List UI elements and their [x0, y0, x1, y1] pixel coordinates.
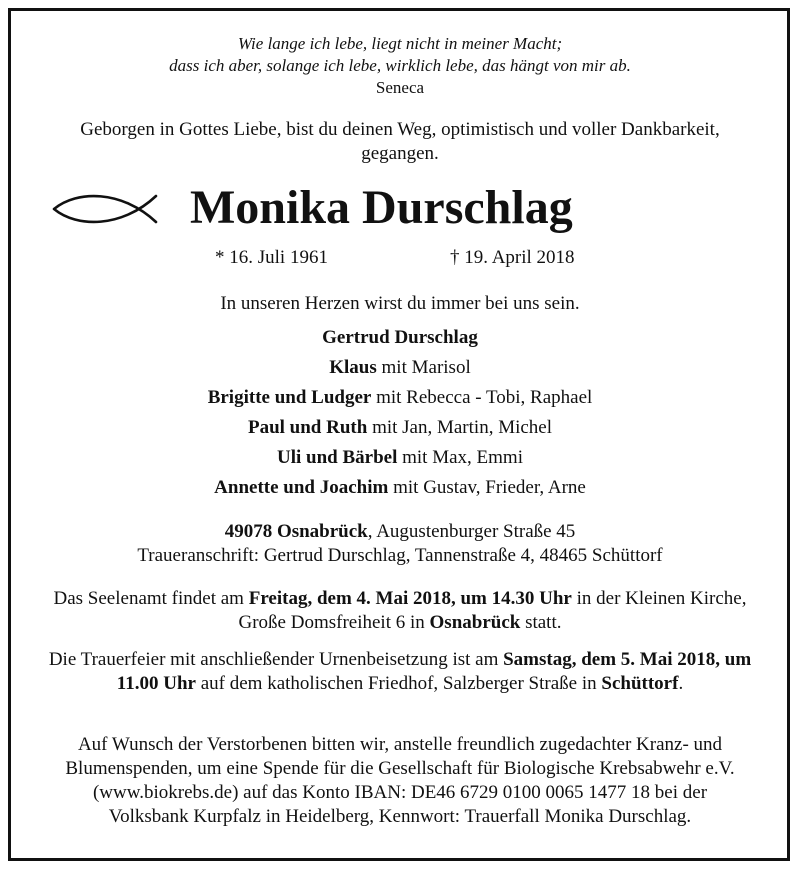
- requiem-city: Osnabrück: [429, 612, 521, 633]
- deceased-name: Monika Durschlag: [190, 181, 573, 234]
- ichthys-fish-icon: [52, 192, 164, 226]
- donation-paragraph: Auf Wunsch der Verstorbenen bitten wir, anstelle freundlich zugedachter Kranz- und Blumenspenden, um eine Spende für die Gesellschaft für Biologische Krebsabwehr e.V. (www.biokrebs.de) auf das Konto IBAN: DE46 6729 0100 0065 1477 18 bei der Volksbank Kurpfalz in Heidelberg, Kennwort: Trauerfall Monika Durschlag.: [65, 734, 735, 827]
- quote-block: [0, 33, 800, 99]
- requiem-text: statt.: [520, 612, 562, 633]
- family-line: [40, 323, 760, 353]
- mourning-address: Traueranschrift: Gertrud Durschlag, Tannenstraße 4, 48465 Schüttorf: [137, 545, 663, 566]
- funeral-text: .: [678, 673, 684, 694]
- funeral-text: Die Trauerfeier mit anschließender Urnenbeisetzung ist am: [48, 649, 504, 670]
- funeral-paragraph: [40, 648, 760, 696]
- family-members: mit Jan, Martin, Michel: [367, 417, 553, 438]
- requiem-paragraph: [40, 587, 760, 635]
- family-members: mit Marisol: [376, 357, 471, 378]
- residence-city: 49078 Osnabrück: [224, 521, 368, 542]
- family-name: Brigitte und Ludger: [207, 387, 372, 408]
- family-members: mit Gustav, Frieder, Arne: [388, 477, 586, 498]
- quote-line-1: Wie lange ich lebe, liegt nicht in meiner Macht;: [237, 34, 563, 53]
- address-block: [40, 520, 760, 568]
- heart-message: In unseren Herzen wirst du immer bei uns sein.: [220, 293, 580, 314]
- family-line: [40, 383, 760, 413]
- family-line: [40, 413, 760, 443]
- requiem-text: in der Kleinen Kirche, Große Domsfreiheit 6 in: [238, 588, 747, 633]
- residence-line: [40, 520, 760, 544]
- family-name: Annette und Joachim: [214, 477, 389, 498]
- quote-line-2: dass ich aber, solange ich lebe, wirklich lebe, das hängt von mir ab.: [169, 56, 631, 75]
- requiem-datetime: Freitag, dem 4. Mai 2018, um 14.30 Uhr: [248, 588, 572, 609]
- funeral-city: Schüttorf: [601, 673, 679, 694]
- family-name: Paul und Ruth: [247, 417, 368, 438]
- family-members: mit Rebecca - Tobi, Raphael: [371, 387, 593, 408]
- birth-date: * 16. Juli 1961: [215, 247, 328, 268]
- family-list: [40, 323, 760, 503]
- family-line: [40, 353, 760, 383]
- family-name: Klaus: [329, 357, 377, 378]
- family-name: Uli und Bärbel: [277, 447, 398, 468]
- funeral-text: auf dem katholischen Friedhof, Salzberger Straße in: [195, 673, 602, 694]
- residence-street: , Augustenburger Straße 45: [367, 521, 576, 542]
- name-row: [0, 178, 800, 240]
- requiem-text: Das Seelenamt findet am: [53, 588, 249, 609]
- quote-author: Seneca: [375, 78, 425, 97]
- death-date: † 19. April 2018: [450, 247, 575, 268]
- intro-text: Geborgen in Gottes Liebe, bist du deinen Weg, optimistisch und voller Dankbarkeit, gegangen.: [80, 119, 720, 164]
- family-members: mit Max, Emmi: [397, 447, 523, 468]
- life-dates: [0, 246, 800, 270]
- family-line: [40, 443, 760, 473]
- family-line: [40, 473, 760, 503]
- family-name: Gertrud Durschlag: [322, 327, 478, 348]
- funeral-datetime: Samstag, dem 5. Mai 2018, um 11.00 Uhr: [116, 649, 752, 694]
